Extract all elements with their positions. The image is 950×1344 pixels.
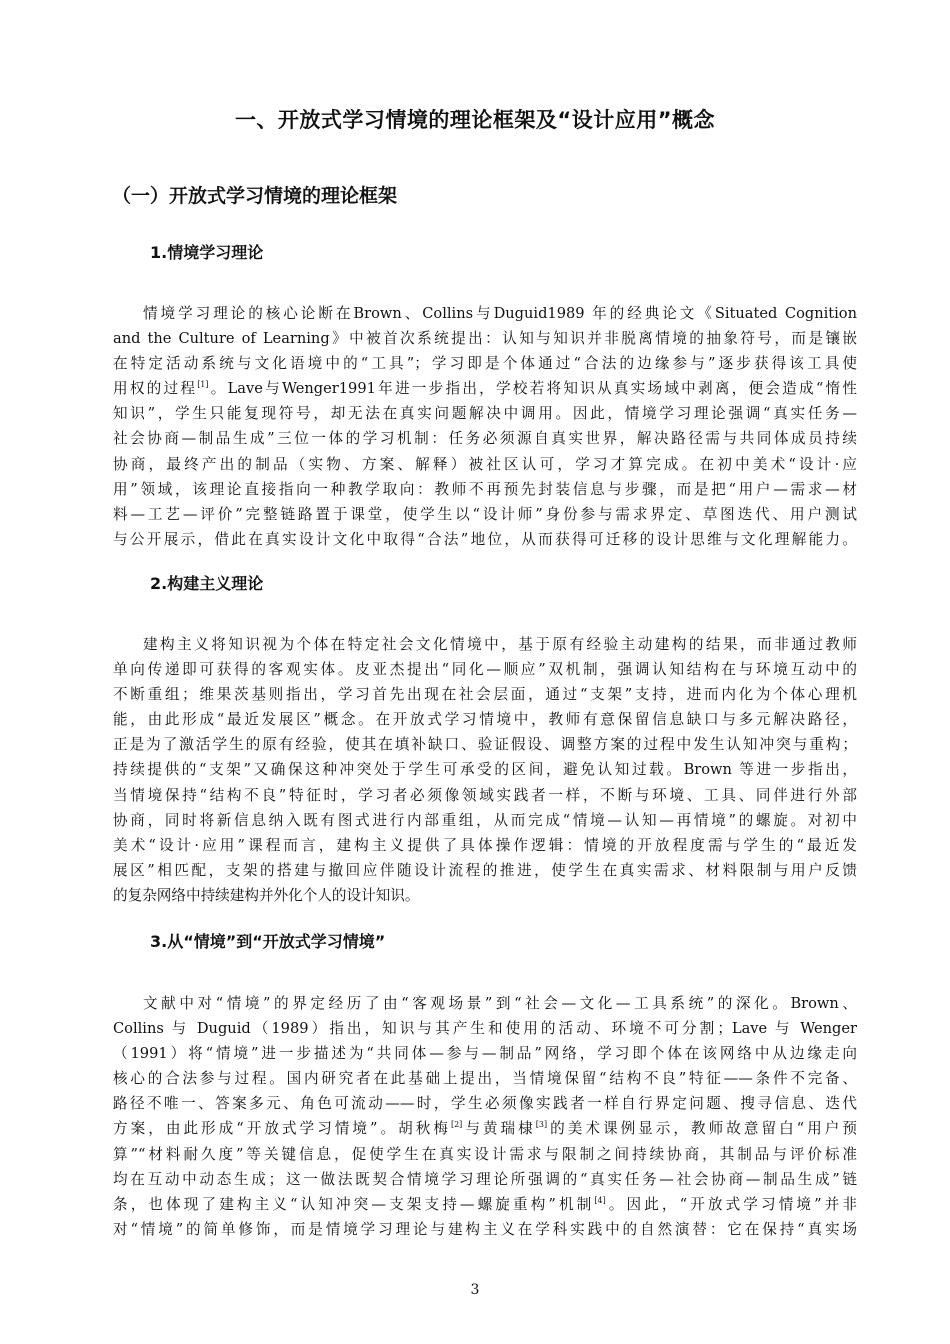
paragraph-situated-learning bbox=[113, 301, 857, 552]
subsection-heading-1: 1.情境学习理论 bbox=[150, 243, 264, 262]
text-line: 的复杂网络中持续建构并外化个人的设计知识。 bbox=[113, 886, 420, 904]
citation-marker: [4] bbox=[594, 1195, 606, 1205]
section-heading: （一）开放式学习情境的理论框架 bbox=[112, 185, 398, 207]
text-line bbox=[113, 1116, 857, 1141]
page-number: 3 bbox=[470, 1282, 480, 1298]
text-line: 社会协商—制品生成”三位一体的学习机制：任务必须源自真实世界，解决路径需与共同体成员持续 bbox=[113, 430, 857, 448]
text-line: 料—工艺—评价”完整链路置于课堂，使学生以“设计师”身份参与需求界定、草图迭代、用户测试 bbox=[113, 505, 857, 523]
subsection-heading-2: 2.构建主义理论 bbox=[150, 574, 264, 593]
text-run: 条，也体现了建构主义“认知冲突—支架支持—螺旋重构”机制 bbox=[113, 1195, 595, 1213]
citation-marker: [1] bbox=[197, 380, 209, 390]
text-line: 情境学习理论的核心论断在Brown、Collins与Duguid1989 年的经典论文《Situated Cognition bbox=[143, 305, 857, 322]
text-line: 用”领域，该理论直接指向一种教学取向：教师不再预先封装信息与步骤，而是把“用户—需求—材 bbox=[113, 480, 857, 498]
text-run: 。Lave与Wenger1991年进一步指出，学校若将知识从真实场域中剥离，便会造成“惰性 bbox=[208, 380, 857, 398]
subsection-heading-3: 3.从“情境”到“开放式学习情境” bbox=[150, 932, 386, 951]
text-line: 建构主义将知识视为个体在特定社会文化情境中，基于原有经验主动建构的结果，而非通过教师 bbox=[143, 636, 857, 653]
text-run: 用权的过程 bbox=[113, 380, 198, 398]
text-line: 与公开展示，借此在真实设计文化中取得“合法”地位，从而获得可迁移的设计思维与文化理解能力。 bbox=[113, 530, 857, 548]
text-line bbox=[113, 376, 857, 401]
text-line: 当情境保持“结构不良”特征时，学习者必须像领域实践者一样，不断与环境、工具、同伴进行外部 bbox=[113, 786, 857, 804]
text-run: 的美术课例显示，教师故意留白“用户预 bbox=[547, 1120, 857, 1138]
text-line: 算”“材料耐久度”等关键信息，促使学生在真实设计需求与限制之间持续协商，其制品与评价标准 bbox=[113, 1145, 857, 1163]
text-line: and the Culture of Learning》中被首次系统提出：认知与知识并非脱离情境的抽象符号，而是镶嵌 bbox=[113, 330, 857, 348]
text-run: 与黄瑞棣 bbox=[462, 1120, 536, 1138]
text-run: 方案，由此形成“开放式学习情境”。胡秋梅 bbox=[113, 1120, 451, 1138]
text-line: 路径不唯一、答案多元、角色可流动——时，学生必须像实践者一样自行界定问题、搜寻信息、迭代 bbox=[113, 1095, 857, 1113]
text-line: 正是为了激活学生的原有经验，使其在填补缺口、验证假设、调整方案的过程中发生认知冲突与重构； bbox=[113, 736, 857, 754]
text-line: 对“情境”的简单修饰，而是情境学习理论与建构主义在学科实践中的自然演替：它在保持“真实场 bbox=[113, 1220, 857, 1238]
citation-marker: [3] bbox=[535, 1120, 548, 1130]
text-line: Collins 与 Duguid（1989）指出，知识与其产生和使用的活动、环境不可分割；Lave 与 Wenger bbox=[113, 1020, 857, 1038]
text-line: （1991）将“情境”进一步描述为“共同体—参与—制品”网络，学习即个体在该网络中从边缘走向 bbox=[113, 1045, 857, 1063]
text-line: 持续提供的“支架”又确保这种冲突处于学生可承受的区间，避免认知过载。Brown 等进一步指出， bbox=[113, 761, 857, 779]
text-line: 协商，最终产出的制品（实物、方案、解释）被社区认可，学习才算完成。在初中美术“设计·应 bbox=[113, 455, 857, 473]
text-line: 协商，同时将新信息纳入既有图式进行内部重组，从而完成“情境—认知—再情境”的螺旋。对初中 bbox=[113, 811, 857, 829]
text-line: 单向传递即可获得的客观实体。皮亚杰提出“同化—顺应”双机制，强调认知结构在与环境互动中的 bbox=[113, 661, 857, 679]
text-line: 均在互动中动态生成；这一做法既契合情境学习理论所强调的“真实任务—社会协商—制品生成”链 bbox=[113, 1170, 857, 1188]
text-run: 。因此，“开放式学习情境”并非 bbox=[605, 1195, 857, 1213]
text-line: 在特定活动系统与文化语境中的“工具”；学习即是个体通过“合法的边缘参与”逐步获得该工具使 bbox=[113, 355, 857, 373]
text-line bbox=[113, 1192, 857, 1217]
text-line: 展区”相匹配，支架的搭建与撤回应伴随设计流程的推进，使学生在真实需求、材料限制与用户反馈 bbox=[113, 861, 857, 879]
text-line: 文献中对“情境”的界定经历了由“客观场景”到“社会—文化—工具系统”的深化。Brown、 bbox=[143, 995, 857, 1012]
text-line: 知识”，学生只能复现符号，却无法在真实问题解决中调用。因此，情境学习理论强调“真实任务— bbox=[113, 405, 857, 423]
text-line: 能，由此形成“最近发展区”概念。在开放式学习情境中，教师有意保留信息缺口与多元解决路径， bbox=[113, 711, 857, 729]
paragraph-constructivism bbox=[113, 632, 857, 908]
paragraph-open-learning-situation bbox=[113, 991, 857, 1242]
chapter-title: 一、开放式学习情境的理论框架及“设计应用”概念 bbox=[234, 108, 716, 132]
citation-marker: [2] bbox=[450, 1120, 463, 1130]
text-line: 核心的合法参与过程。国内研究者在此基础上提出，当情境保留“结构不良”特征——条件不完备、 bbox=[113, 1070, 857, 1088]
text-line: 美术“设计·应用”课程而言，建构主义提供了具体操作逻辑：情境的开放程度需与学生的“最近发 bbox=[113, 836, 857, 854]
text-line: 不断重组；维果茨基则指出，学习首先出现在社会层面，通过“支架”支持，进而内化为个体心理机 bbox=[113, 686, 857, 704]
